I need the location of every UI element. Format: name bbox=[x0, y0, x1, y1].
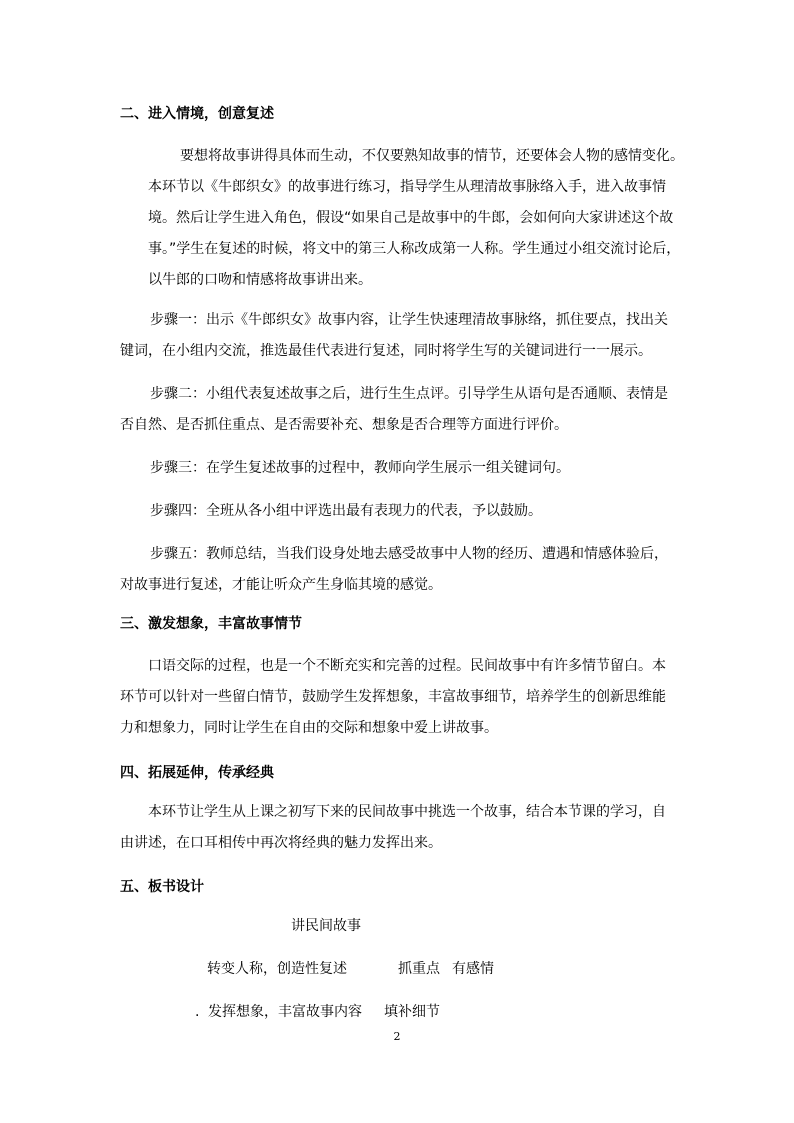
step-two bbox=[120, 379, 686, 441]
paragraph-line: 环节可以针对一些留白情节，鼓励学生发挥想象，丰富故事细节，培养学生的创新思维能 bbox=[120, 689, 666, 705]
section-heading-3: 三、激发想象，丰富故事情节 bbox=[120, 616, 302, 632]
page-number: 2 bbox=[393, 1030, 401, 1043]
section-4-body bbox=[120, 797, 686, 859]
board-item: 填补细节 bbox=[384, 1004, 440, 1020]
paragraph-line: 步骤二：小组代表复述故事之后，进行生生点评。引导学生从语句是否通顺、表情是 bbox=[150, 386, 668, 402]
section-3-body bbox=[120, 651, 686, 744]
paragraph-line: 境。然后让学生进入角色，假设“如果自己是故事中的牛郎，会如何向大家讲述这个故 bbox=[148, 210, 674, 226]
step-one bbox=[120, 305, 686, 367]
section-heading-4: 四、拓展延伸，传承经典 bbox=[120, 765, 274, 781]
paragraph-line: 口语交际的过程，也是一个不断充实和完善的过程。民间故事中有许多情节留白。本 bbox=[148, 658, 666, 674]
step-five bbox=[120, 539, 686, 601]
step-four bbox=[120, 496, 686, 527]
paragraph-line: 要想将故事讲得具体而生动，不仅要熟知故事的情节，还要体会人物的感情变化。 bbox=[180, 148, 684, 164]
paragraph-line: 步骤四：全班从各小组中评选出最有表现力的代表，予以鼓励。 bbox=[150, 503, 542, 519]
board-item: 有感情 bbox=[452, 961, 494, 977]
board-title: 讲民间故事 bbox=[291, 918, 361, 934]
section-2-intro bbox=[120, 141, 686, 296]
paragraph-line: 步骤五：教师总结，当我们设身处地去感受故事中人物的经历、遭遇和情感体验后， bbox=[150, 546, 668, 562]
board-dot: . bbox=[195, 1004, 200, 1020]
paragraph-line: 本环节以《牛郎织女》的故事进行练习，指导学生从理清故事脉络入手，进入故事情 bbox=[148, 179, 666, 195]
board-item: 发挥想象，丰富故事内容 bbox=[208, 1004, 362, 1020]
board-item: 抓重点 bbox=[398, 961, 440, 977]
paragraph-line: 以牛郎的口吻和情感将故事讲出来。 bbox=[148, 272, 372, 288]
paragraph-line: 步骤一：出示《牛郎织女》故事内容，让学生快速理清故事脉络，抓住要点，找出关 bbox=[150, 312, 668, 328]
section-heading-5: 五、板书设计 bbox=[120, 879, 204, 895]
paragraph-line: 事。”学生在复述的时候，将文中的第三人称改成第一人称。学生通过小组交流讨论后， bbox=[148, 241, 681, 257]
paragraph-line: 键词，在小组内交流，推选最佳代表进行复述，同时将学生写的关键词进行一一展示。 bbox=[120, 343, 652, 359]
section-heading-2: 二、进入情境，创意复述 bbox=[120, 106, 274, 122]
paragraph-line: 对故事进行复述，才能让听众产生身临其境的感觉。 bbox=[120, 577, 442, 593]
paragraph-line: 本环节让学生从上课之初写下来的民间故事中挑选一个故事，结合本节课的学习，自 bbox=[148, 804, 666, 820]
paragraph-line: 力和想象力，同时让学生在自由的交际和想象中爱上讲故事。 bbox=[120, 720, 498, 736]
paragraph-line: 由讲述，在口耳相传中再次将经典的魅力发挥出来。 bbox=[120, 835, 442, 851]
board-item: 转变人称，创造性复述 bbox=[207, 961, 347, 977]
paragraph-line: 步骤三：在学生复述故事的过程中，教师向学生展示一组关键词句。 bbox=[150, 460, 570, 476]
paragraph-line: 否自然、是否抓住重点、是否需要补充、想象是否合理等方面进行评价。 bbox=[120, 417, 568, 433]
step-three bbox=[120, 453, 686, 484]
